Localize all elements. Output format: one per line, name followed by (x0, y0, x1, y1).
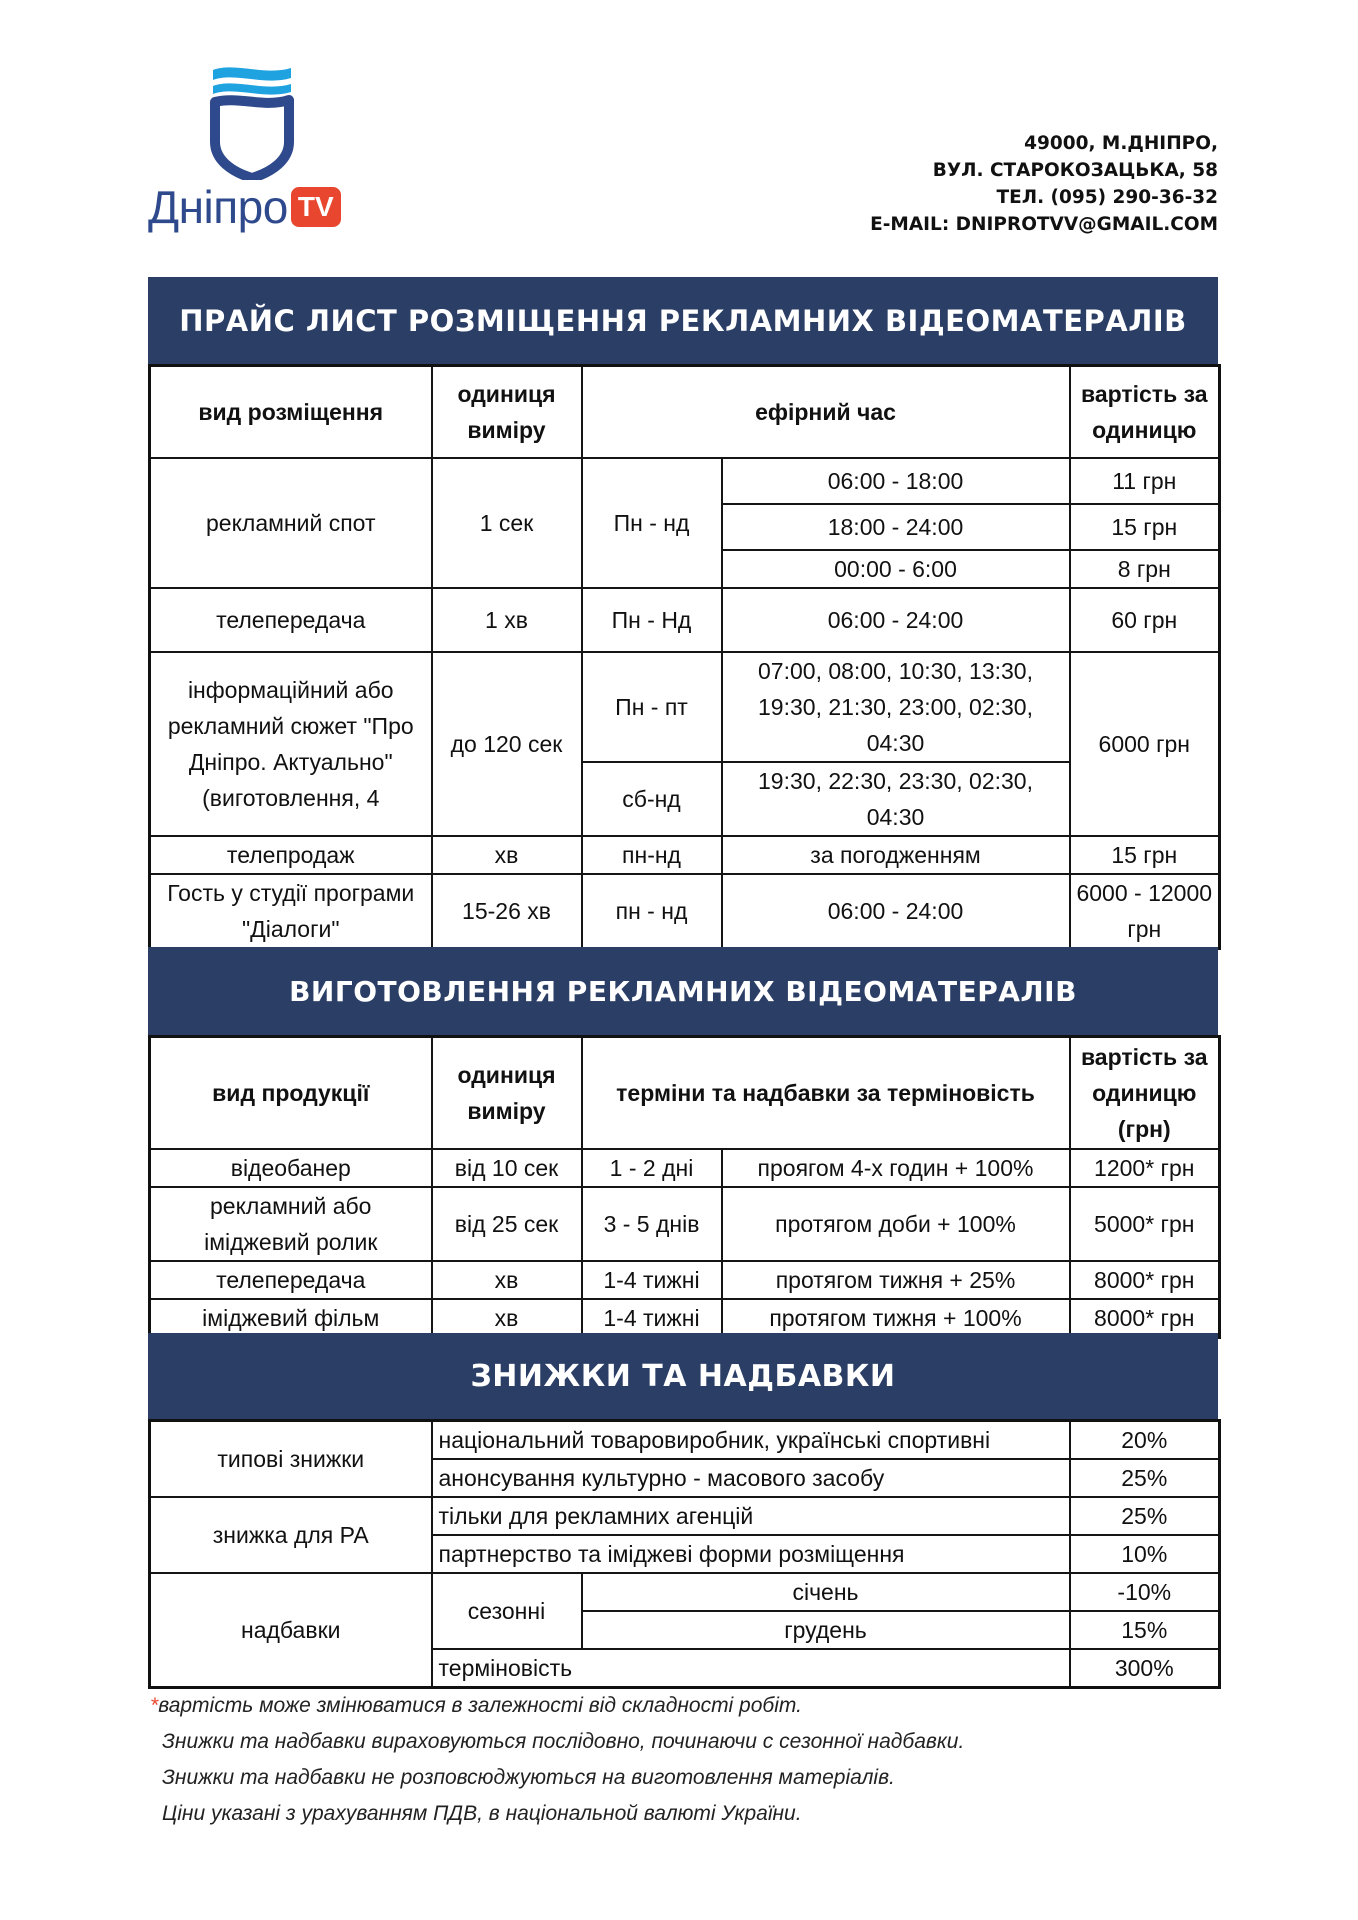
story-unit: до 120 сек (432, 652, 582, 836)
table-row (150, 1421, 1220, 1460)
table-row (150, 458, 1220, 504)
story-days-weekdays: Пн - пт (582, 652, 722, 762)
table-row (150, 1187, 1220, 1261)
telesale-price: 15 грн (1070, 836, 1220, 874)
address-city: 49000, М.ДНІПРО, (1024, 133, 1218, 154)
header-airtime: ефірний час (582, 366, 1070, 458)
section-discounts-title: ЗНИЖКИ ТА НАДБАВКИ (148, 1333, 1218, 1419)
product-surcharge: протягом тижня + 100% (722, 1299, 1070, 1338)
tvshow-price: 60 грн (1070, 588, 1220, 652)
address-street: ВУЛ. СТАРОКОЗАЦЬКА, 58 (932, 160, 1218, 181)
header-price: вартість за одиницю (грн) (1070, 1037, 1220, 1149)
discount-value: 10% (1070, 1535, 1220, 1573)
product-unit: хв (432, 1261, 582, 1299)
table-header-row (150, 366, 1220, 458)
guest-time: 06:00 - 24:00 (722, 874, 1070, 949)
spot-days: Пн - нд (582, 458, 722, 588)
discount-desc: тільки для рекламних агенцій (432, 1497, 1070, 1535)
discount-desc: партнерство та іміджеві форми розміщення (432, 1535, 1070, 1573)
product-term: 3 - 5 днів (582, 1187, 722, 1261)
table-row (150, 836, 1220, 874)
table-row (150, 1573, 1220, 1611)
season-value: -10% (1070, 1573, 1220, 1611)
product-name: рекламний або іміджевий ролик (150, 1187, 432, 1261)
story-time-weekdays: 07:00, 08:00, 10:30, 13:30, 19:30, 21:30, 23:00, 02:30, 04:30 (722, 652, 1070, 762)
season-value: 15% (1070, 1611, 1220, 1649)
guest-days: пн - нд (582, 874, 722, 949)
asterisk: * (150, 1694, 159, 1717)
header-product-type: вид продукції (150, 1037, 432, 1149)
guest-unit: 15-26 хв (432, 874, 582, 949)
product-price: 8000* грн (1070, 1261, 1220, 1299)
section-production-title: ВИГОТОВЛЕННЯ РЕКЛАМНИХ ВІДЕОМАТЕРАЛІВ (148, 947, 1218, 1035)
product-unit: від 10 сек (432, 1149, 582, 1187)
product-price: 5000* грн (1070, 1187, 1220, 1261)
footnote-line: Ціни указані з урахуванням ПДВ, в національной валюті України. (162, 1802, 802, 1825)
spot-price: 11 грн (1070, 458, 1220, 504)
product-term: 1 - 2 дні (582, 1149, 722, 1187)
table-row (150, 874, 1220, 949)
story-name: інформаційний або рекламний сюжет "Про Дніпро. Актуально" (виготовлення, 4 (150, 652, 432, 836)
telesale-days: пн-нд (582, 836, 722, 874)
brand-wordmark (148, 181, 341, 233)
header-unit: одиниця виміру (432, 1037, 582, 1149)
phone: ТЕЛ. (095) 290-36-32 (996, 187, 1218, 208)
story-price: 6000 грн (1070, 652, 1220, 836)
spot-name: рекламний спот (150, 458, 432, 588)
brand-word: Дніпро (148, 181, 288, 233)
product-name: телепередача (150, 1261, 432, 1299)
telesale-name: телепродаж (150, 836, 432, 874)
spot-price: 15 грн (1070, 504, 1220, 550)
typical-discounts-label: типові знижки (150, 1421, 432, 1498)
tvshow-unit: 1 хв (432, 588, 582, 652)
product-term: 1-4 тижні (582, 1261, 722, 1299)
production-table (148, 1035, 1221, 1339)
guest-price: 6000 - 12000 грн (1070, 874, 1220, 949)
discount-value: 20% (1070, 1421, 1220, 1460)
section-price-list-title: ПРАЙС ЛИСТ РОЗМІЩЕННЯ РЕКЛАМНИХ ВІДЕОМАТЕРАЛІВ (148, 277, 1218, 364)
header-price: вартість за одиницю (1070, 366, 1220, 458)
story-days-weekend: сб-нд (582, 762, 722, 836)
product-unit: від 25 сек (432, 1187, 582, 1261)
table-row (150, 652, 1220, 762)
product-surcharge: протягом доби + 100% (722, 1187, 1070, 1261)
table-row (150, 1299, 1220, 1338)
spot-time: 18:00 - 24:00 (722, 504, 1070, 550)
product-price: 1200* грн (1070, 1149, 1220, 1187)
product-surcharge: протягом тижня + 25% (722, 1261, 1070, 1299)
table-header-row (150, 1037, 1220, 1149)
telesale-unit: хв (432, 836, 582, 874)
spot-time: 00:00 - 6:00 (722, 550, 1070, 588)
discounts-table (148, 1419, 1221, 1689)
discount-value: 25% (1070, 1459, 1220, 1497)
table-row (150, 588, 1220, 652)
product-price: 8000* грн (1070, 1299, 1220, 1338)
agency-discount-label: знижка для РА (150, 1497, 432, 1573)
tv-badge: TV (291, 187, 341, 227)
product-unit: хв (432, 1299, 582, 1338)
footnote-line: Знижки та надбавки вираховуються послідовно, починаючи с сезонної надбавки. (162, 1730, 965, 1753)
tvshow-days: Пн - Нд (582, 588, 722, 652)
header-type: вид розміщення (150, 366, 432, 458)
discount-desc: національний товаровиробник, українські спортивні (432, 1421, 1070, 1460)
urgency-value: 300% (1070, 1649, 1220, 1688)
surcharges-label: надбавки (150, 1573, 432, 1688)
product-surcharge: проягом 4-х годин + 100% (722, 1149, 1070, 1187)
discount-desc: анонсування культурно - масового засобу (432, 1459, 1070, 1497)
contact-block (870, 130, 1218, 238)
email: E-MAIL: DNIPROTVV@GMAIL.COM (870, 214, 1218, 235)
footnotes (150, 1688, 964, 1832)
season-month: січень (582, 1573, 1070, 1611)
tvshow-time: 06:00 - 24:00 (722, 588, 1070, 652)
price-list-table (148, 364, 1221, 950)
header-terms: терміни та надбавки за терміновість (582, 1037, 1070, 1149)
urgency-desc: терміновість (432, 1649, 1070, 1688)
footnote-line: Знижки та надбавки не розповсюджуються на виготовлення матеріалів. (162, 1766, 895, 1789)
telesale-time: за погодженням (722, 836, 1070, 874)
table-row (150, 1149, 1220, 1187)
table-row (150, 1261, 1220, 1299)
seasonal-label: сезонні (432, 1573, 582, 1649)
tvshow-name: телепередача (150, 588, 432, 652)
shield-logo-icon (210, 62, 294, 180)
season-month: грудень (582, 1611, 1070, 1649)
dnipro-tv-logo (145, 62, 375, 252)
discount-value: 25% (1070, 1497, 1220, 1535)
header-unit: одиниця виміру (432, 366, 582, 458)
table-row (150, 1497, 1220, 1535)
spot-unit: 1 сек (432, 458, 582, 588)
story-time-weekend: 19:30, 22:30, 23:30, 02:30, 04:30 (722, 762, 1070, 836)
footnote-line: *вартість може змінюватися в залежності від складності робіт. (150, 1694, 802, 1717)
spot-time: 06:00 - 18:00 (722, 458, 1070, 504)
guest-name: Гость у студії програми "Діалоги" (150, 874, 432, 949)
spot-price: 8 грн (1070, 550, 1220, 588)
product-name: іміджевий фільм (150, 1299, 432, 1338)
product-name: відеобанер (150, 1149, 432, 1187)
product-term: 1-4 тижні (582, 1299, 722, 1338)
